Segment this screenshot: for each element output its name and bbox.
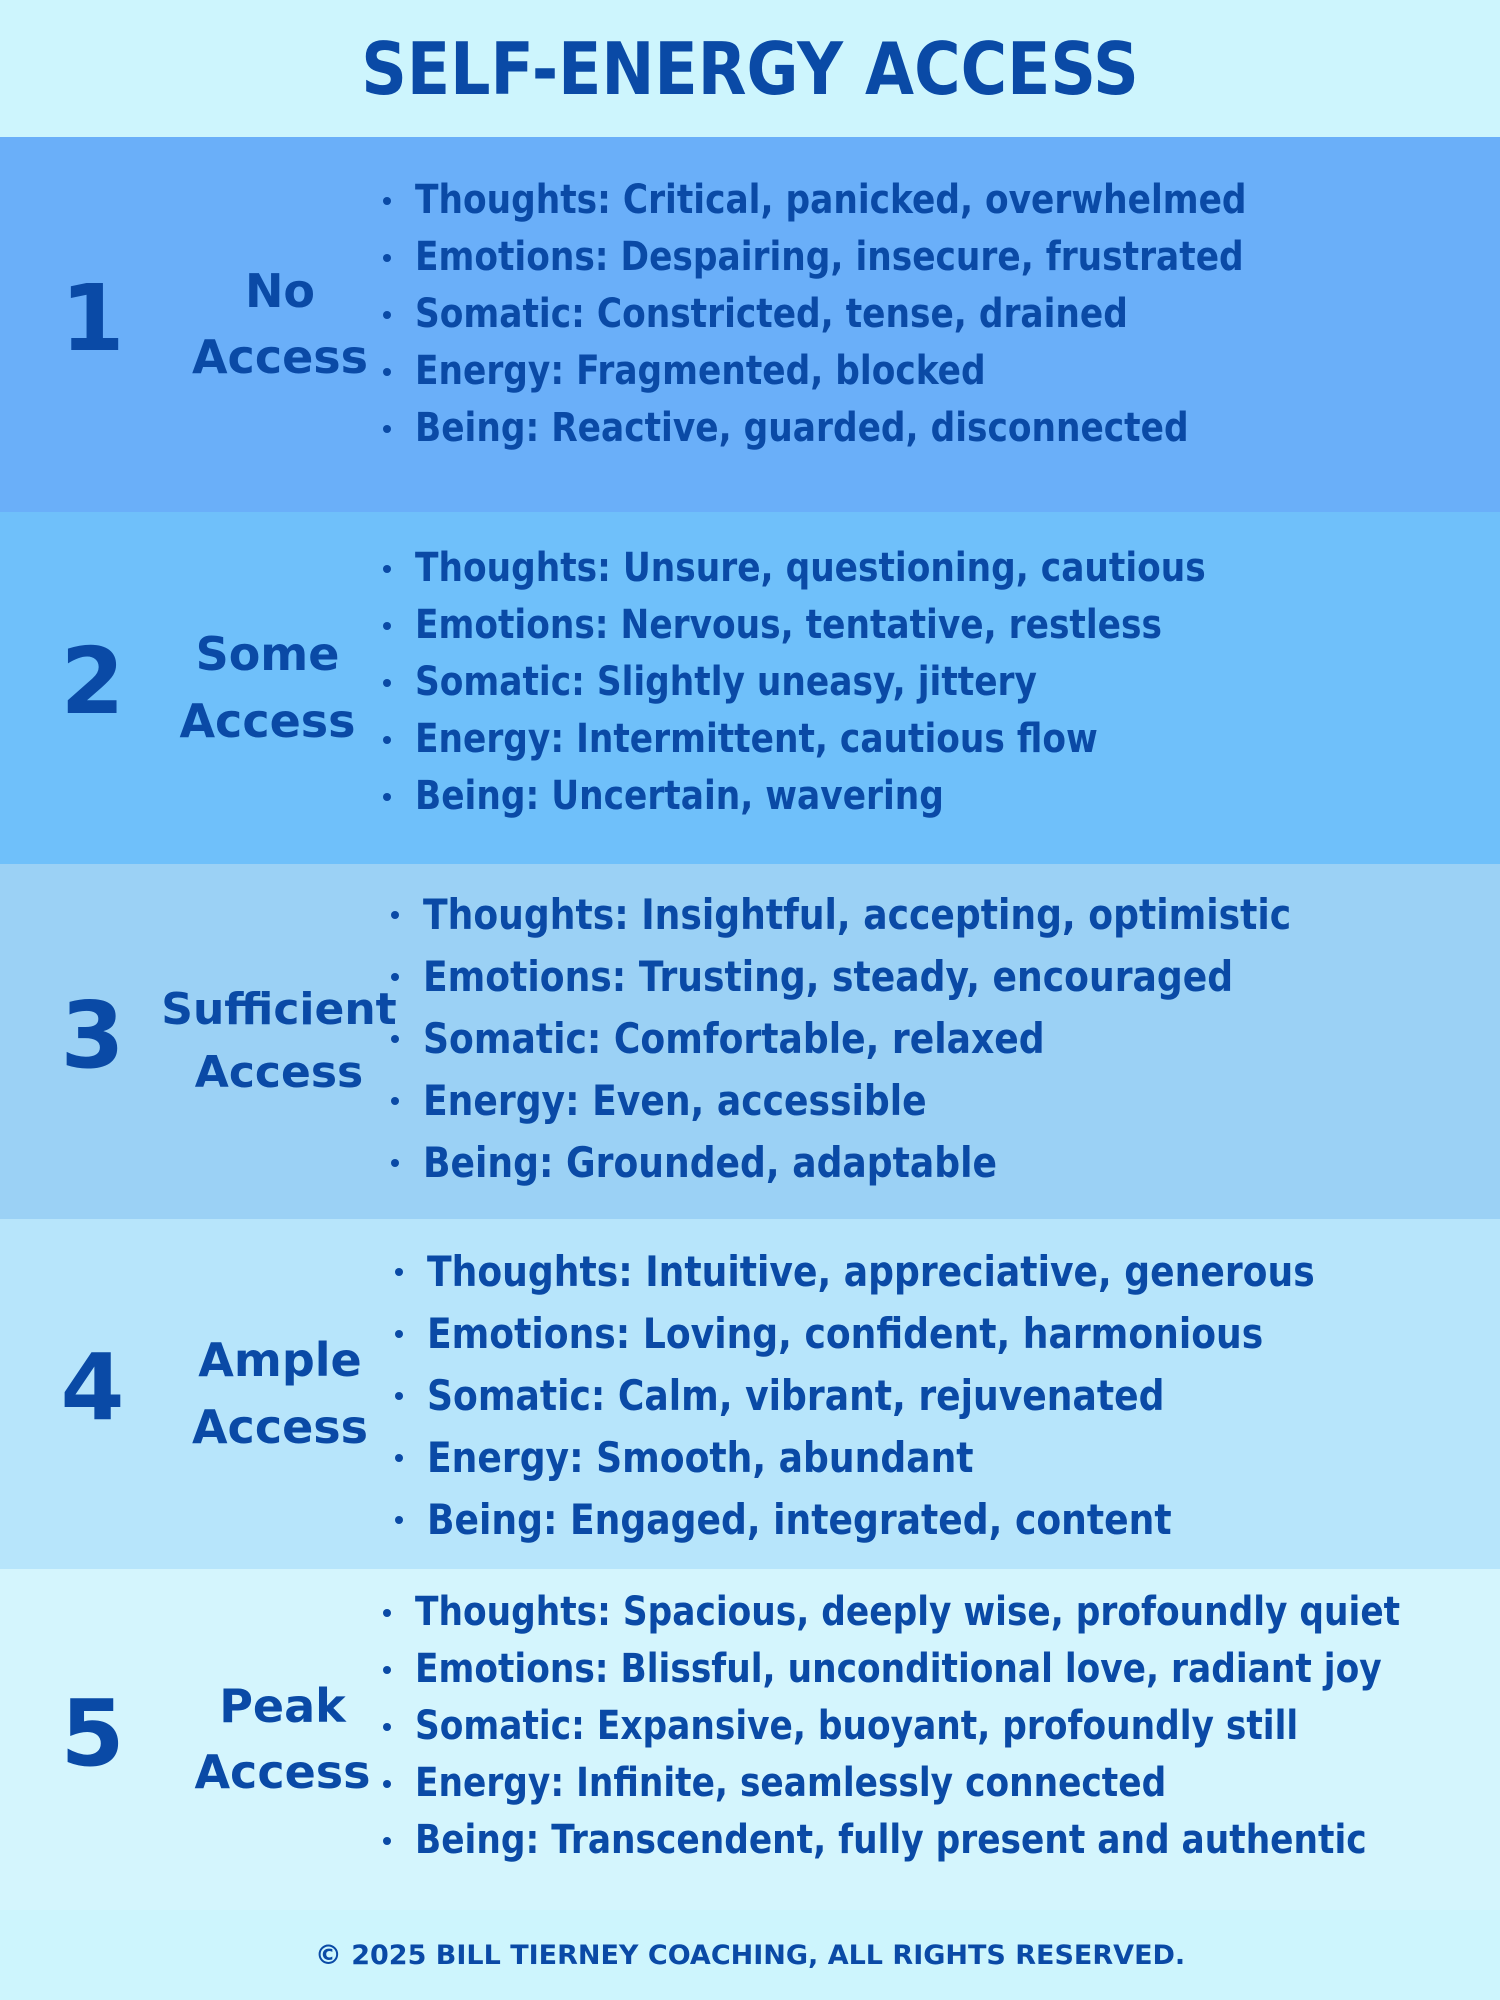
list-item: [415, 172, 1382, 229]
list-item-text: Thoughts: Spacious, deeply wise, profoundly quiet: [415, 1589, 1401, 1635]
level-label-line1: No: [244, 263, 316, 318]
list-item-text: Being: Engaged, integrated, content: [427, 1495, 1172, 1544]
list-item: [415, 597, 1334, 654]
list-item: [415, 1698, 1500, 1755]
list-item: [415, 1812, 1500, 1869]
level-label: [165, 1673, 400, 1806]
level-1-row: [0, 137, 1500, 512]
bullet-icon: [383, 1780, 391, 1788]
list-item-text: Somatic: Calm, vibrant, rejuvenated: [427, 1371, 1165, 1420]
level-label-line2: Access: [191, 1399, 369, 1454]
list-item-text: Somatic: Slightly uneasy, jittery: [415, 659, 1037, 705]
list-item: [423, 1008, 1433, 1070]
list-item-text: Energy: Smooth, abundant: [427, 1433, 974, 1482]
level-label-line1: Some: [195, 627, 340, 682]
list-item: [427, 1241, 1459, 1303]
list-item: [415, 654, 1334, 711]
bullet-icon: [383, 736, 391, 744]
page-title: SELF-ENERGY ACCESS: [361, 26, 1139, 111]
list-item-text: Thoughts: Insightful, accepting, optimistic: [423, 890, 1292, 939]
list-item-text: Energy: Intermittent, cautious flow: [415, 716, 1098, 762]
list-item-text: Emotions: Loving, confident, harmonious: [427, 1309, 1264, 1358]
list-item: [415, 229, 1382, 286]
bullet-icon: [391, 911, 399, 919]
level-number: 4: [60, 1334, 125, 1441]
bullet-icon: [391, 1159, 399, 1167]
level-label-line2: Access: [194, 1047, 364, 1099]
list-item: [415, 1755, 1500, 1812]
level-descriptor-list: [415, 1584, 1500, 1869]
level-label-line2: Access: [191, 330, 369, 385]
bullet-icon: [395, 1330, 403, 1338]
bullet-icon: [395, 1392, 403, 1400]
bullet-icon: [383, 1723, 391, 1731]
list-item: [423, 946, 1433, 1008]
level-5-row: [0, 1569, 1500, 1910]
bullet-icon: [395, 1268, 403, 1276]
bullet-icon: [383, 565, 391, 573]
list-item: [415, 1584, 1500, 1641]
copyright-footer: © 2025 BILL TIERNEY COACHING, ALL RIGHTS RESERVED.: [314, 1939, 1186, 1971]
list-item-text: Energy: Infinite, seamlessly connected: [415, 1760, 1167, 1806]
list-item: [423, 1070, 1433, 1132]
list-item-text: Somatic: Expansive, buoyant, profoundly still: [415, 1703, 1299, 1749]
list-item: [415, 1641, 1500, 1698]
list-item: [427, 1427, 1459, 1489]
list-item-text: Emotions: Despairing, insecure, frustrated: [415, 234, 1244, 280]
list-item-text: Somatic: Constricted, tense, drained: [415, 291, 1128, 337]
level-number: 2: [60, 628, 125, 735]
bullet-icon: [383, 1666, 391, 1674]
list-item-text: Emotions: Trusting, steady, encouraged: [423, 952, 1234, 1001]
list-item-text: Thoughts: Unsure, questioning, cautious: [415, 545, 1206, 591]
level-label: [165, 1327, 395, 1460]
level-descriptor-list: [423, 884, 1433, 1194]
bullet-icon: [383, 311, 391, 319]
level-descriptor-list: [415, 172, 1382, 457]
level-number: 1: [60, 264, 125, 372]
bullet-icon: [391, 1035, 399, 1043]
level-label: [150, 621, 385, 754]
list-item-text: Being: Uncertain, wavering: [415, 773, 944, 819]
list-item-text: Being: Grounded, adaptable: [423, 1138, 998, 1187]
list-item: [427, 1365, 1459, 1427]
bullet-icon: [383, 793, 391, 801]
list-item: [415, 343, 1382, 400]
bullet-icon: [383, 368, 391, 376]
bullet-icon: [391, 973, 399, 981]
level-3-row: [0, 864, 1500, 1219]
list-item-text: Emotions: Blissful, unconditional love, radiant joy: [415, 1646, 1382, 1692]
bullet-icon: [395, 1454, 403, 1462]
list-item: [427, 1489, 1459, 1551]
level-label-line1: Ample: [198, 1333, 362, 1388]
bullet-icon: [383, 425, 391, 433]
bullet-icon: [383, 622, 391, 630]
list-item-text: Being: Transcendent, fully present and authentic: [415, 1817, 1367, 1863]
level-label-line2: Access: [194, 1745, 371, 1800]
bullet-icon: [395, 1516, 403, 1524]
level-descriptor-list: [415, 540, 1334, 825]
level-label-line1: Sufficient: [161, 983, 397, 1035]
bullet-icon: [383, 1837, 391, 1845]
list-item: [415, 768, 1334, 825]
bullet-icon: [383, 1609, 391, 1617]
level-label: [160, 978, 398, 1106]
level-label-line1: Peak: [219, 1678, 346, 1733]
level-label-line2: Access: [179, 693, 356, 748]
list-item-text: Thoughts: Critical, panicked, overwhelmed: [415, 177, 1247, 223]
level-label: [165, 258, 395, 391]
list-item-text: Thoughts: Intuitive, appreciative, generous: [427, 1247, 1315, 1296]
level-2-row: [0, 512, 1500, 864]
bullet-icon: [383, 254, 391, 262]
list-item-text: Emotions: Nervous, tentative, restless: [415, 602, 1162, 648]
level-number: 3: [60, 981, 125, 1089]
level-4-row: [0, 1219, 1500, 1569]
list-item: [415, 400, 1382, 457]
list-item: [415, 540, 1334, 597]
list-item: [423, 884, 1433, 946]
list-item-text: Energy: Fragmented, blocked: [415, 348, 986, 394]
list-item: [415, 711, 1334, 768]
list-item: [423, 1132, 1433, 1194]
level-descriptor-list: [427, 1241, 1459, 1551]
level-number: 5: [60, 1679, 125, 1787]
list-item: [415, 286, 1382, 343]
list-item-text: Being: Reactive, guarded, disconnected: [415, 405, 1189, 451]
bullet-icon: [391, 1097, 399, 1105]
list-item: [427, 1303, 1459, 1365]
list-item-text: Energy: Even, accessible: [423, 1076, 927, 1125]
bullet-icon: [383, 679, 391, 687]
list-item-text: Somatic: Comfortable, relaxed: [423, 1014, 1045, 1063]
bullet-icon: [383, 197, 391, 205]
